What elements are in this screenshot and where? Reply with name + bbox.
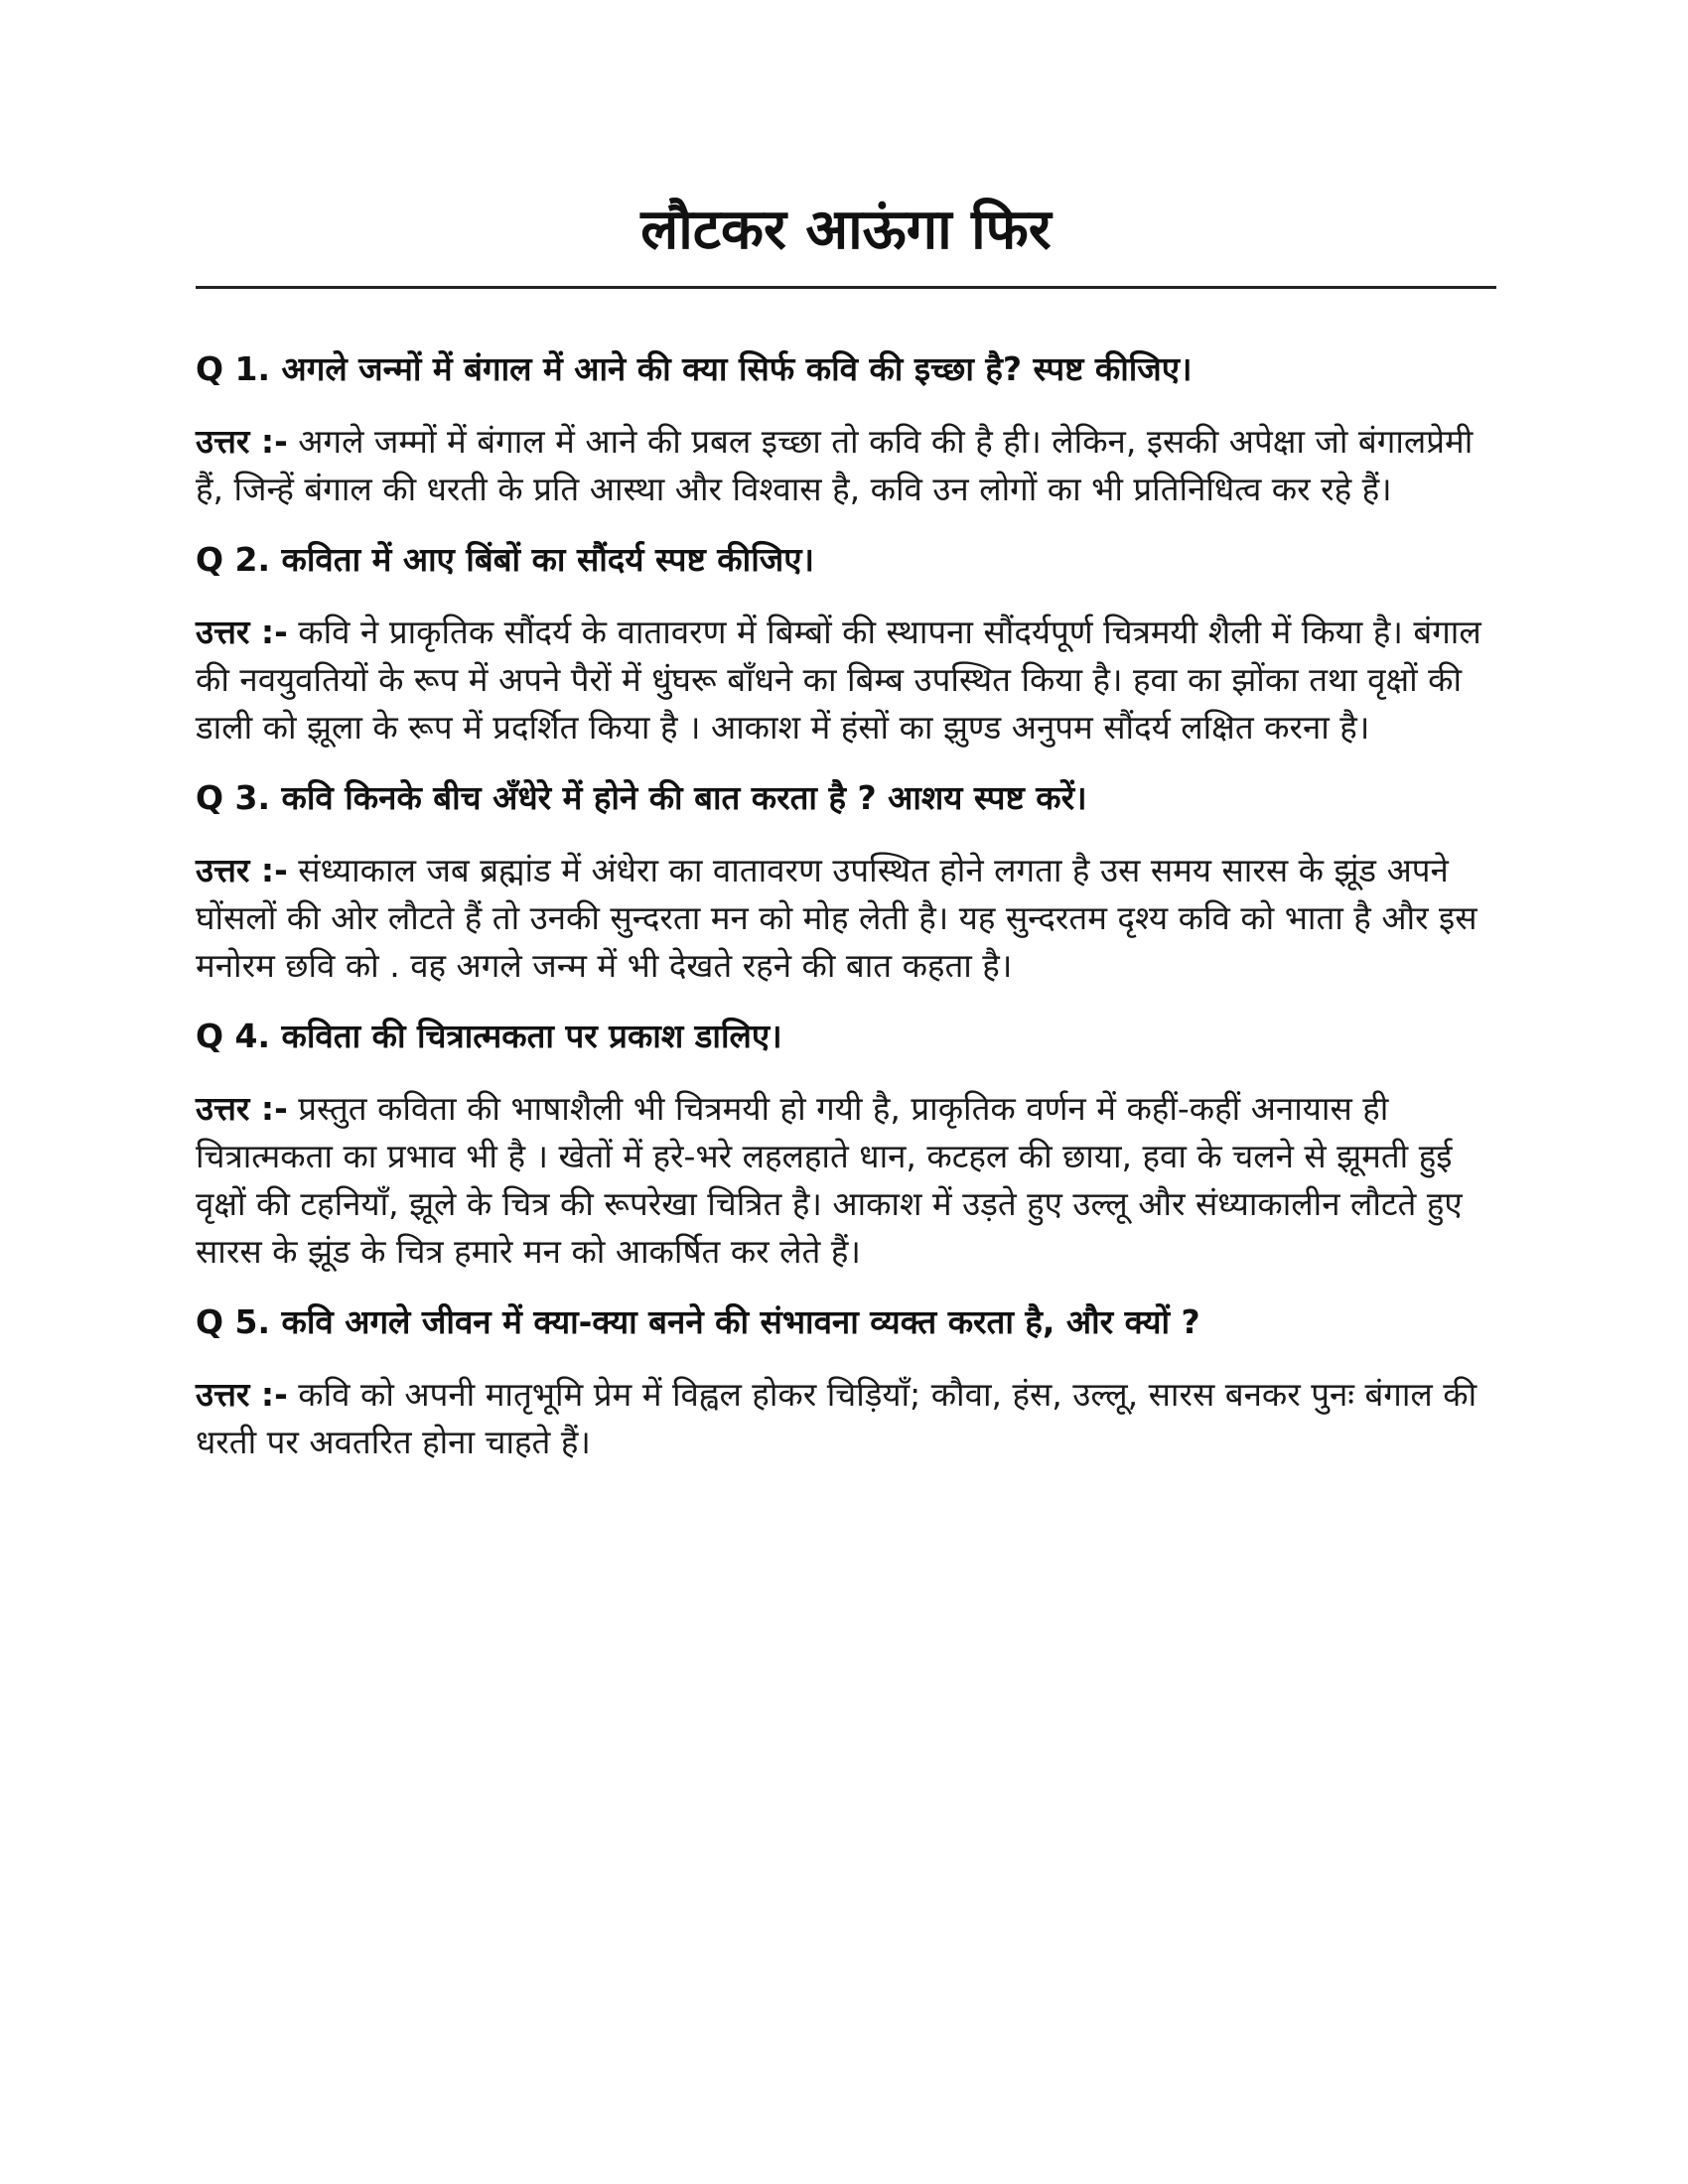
answer-text: कवि ने प्राकृतिक सौंदर्य के वातावरण में बिम्बों की स्थापना सौंदर्यपूर्ण चित्रमयी शैली में किया है। बंगाल की नवयुवतियों के रूप में अपने पैरों में धुंघरू बाँधने का बिम्ब उपस्थित किया है। हवा का झोंका तथा वृक्षों की डाली को झूला के रूप में प्रदर्शित किया है । आकाश में हंसों का झुण्ड अनुपम सौंदर्य लक्षित करना है। — [196, 613, 1481, 747]
document-page — [196, 189, 1496, 1488]
question-1: Q 1. अगले जन्मों में बंगाल में आने की क्या सिर्फ कवि की इच्छा है? स्पष्ट कीजिए। — [196, 349, 1193, 388]
answer-text: संध्याकाल जब ब्रह्मांड में अंधेरा का वातावरण उपस्थित होने लगता है उस समय सारस के झूंड अपने घोंसलों की ओर लौटते हैं तो उनकी सुन्दरता मन को मोह लेती है। यह सुन्दरतम दृश्य कवि को भाता है और इस मनोरम छवि को . वह अगले जन्म में भी देखते रहने की बात कहता है। — [196, 851, 1477, 985]
page-title: लौटकर आऊंगा फिर — [640, 198, 1052, 262]
question-4: Q 4. कविता की चित्रात्मकता पर प्रकाश डालिए। — [196, 1017, 782, 1055]
answer-3 — [196, 847, 1496, 990]
answer-5 — [196, 1371, 1496, 1466]
question-2: Q 2. कविता में आए बिंबों का सौंदर्य स्पष्ट कीजिए। — [196, 540, 814, 579]
question-5: Q 5. कवि अगले जीवन में क्या-क्या बनने की संभावना व्यक्त करता है, और क्यों ? — [196, 1302, 1200, 1341]
qa-item-1 — [196, 344, 1496, 513]
qa-item-2 — [196, 535, 1496, 751]
answer-text: अगले जम्मों में बंगाल में आने की प्रबल इच्छा तो कवि की है ही। लेकिन, इसकी अपेक्षा जो बंगालप्रेमी हैं, जिन्हें बंगाल की धरती के प्रति आस्था और विश्वास है, कवि उन लोगों का भी प्रतिनिधित्व कर रहे हैं। — [196, 422, 1474, 508]
title-divider — [196, 286, 1496, 289]
qa-item-3 — [196, 773, 1496, 990]
qa-item-5 — [196, 1297, 1496, 1466]
answer-label: उत्तर :- — [196, 422, 288, 461]
answer-text: प्रस्तुत कविता की भाषाशैली भी चित्रमयी हो गयी है, प्राकृतिक वर्णन में कहीं-कहीं अनायास ही चित्रात्मकता का प्रभाव भी है । खेतों में हरे-भरे लहलहाते धान, कटहल की छाया, हवा के चलने से झूमती हुई वृक्षों की टहनियाँ, झूले के चित्र की रूपरेखा चित्रित है। आकाश में उड़ते हुए उल्लू और संध्याकालीन लौटते हुए सारस के झूंड के चित्र हमारे मन को आकर्षित कर लेते हैं। — [196, 1089, 1463, 1271]
answer-label: उत्तर :- — [196, 613, 288, 651]
answer-label: उत्तर :- — [196, 851, 288, 889]
qa-item-4 — [196, 1012, 1496, 1276]
answer-4 — [196, 1085, 1496, 1276]
answer-label: उत्तर :- — [196, 1089, 288, 1128]
answer-label: उत्तर :- — [196, 1375, 288, 1414]
answer-1 — [196, 418, 1496, 513]
answer-text: कवि को अपनी मातृभूमि प्रेम में विह्वल होकर चिड़ियाँ; कौवा, हंस, उल्लू, सारस बनकर पुनः बंगाल की धरती पर अवतरित होना चाहते हैं। — [196, 1375, 1477, 1461]
answer-2 — [196, 609, 1496, 751]
question-3: Q 3. कवि किनके बीच अँधेरे में होने की बात करता है ? आशय स्पष्ट करें। — [196, 778, 1087, 817]
